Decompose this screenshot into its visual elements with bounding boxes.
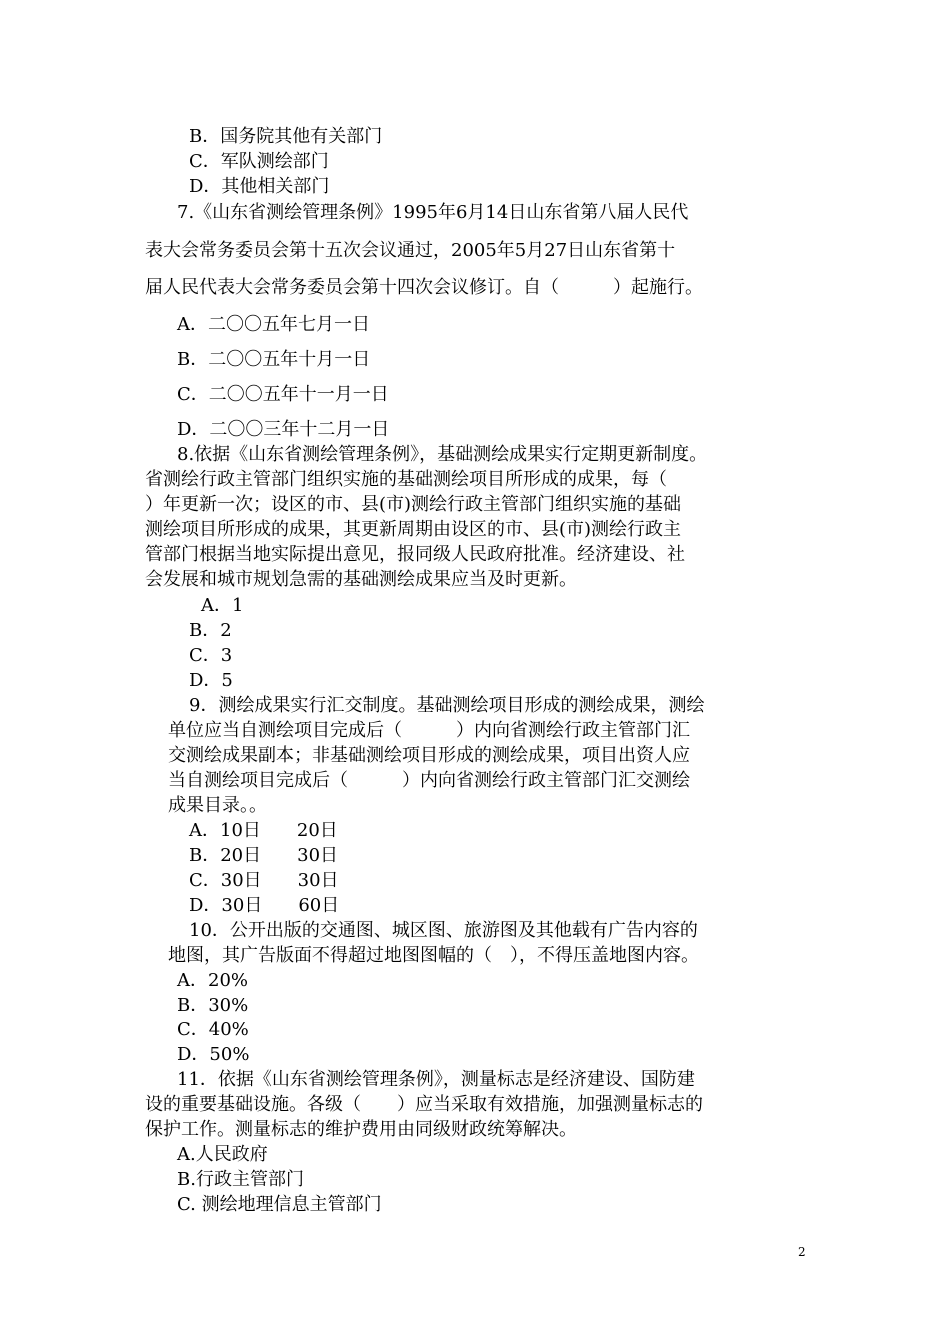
q10-option-a: A．20%	[177, 970, 249, 991]
q9-text-line-2: 单位应当自测绘项目完成后（ ）内向省测绘行政主管部门汇	[168, 720, 690, 741]
q6-option-c: C．军队测绘部门	[189, 151, 329, 172]
q9-option-d: D．30日 60日	[189, 895, 340, 916]
q7-option-d: D．二〇〇三年十二月一日	[177, 419, 390, 440]
q8-option-b: B．2	[189, 620, 232, 641]
q10-text-line-2: 地图，其广告版面不得超过地图图幅的（ ），不得压盖地图内容。	[168, 945, 699, 966]
q10-option-b: B．30%	[177, 995, 249, 1016]
q8-option-c: C．3	[189, 645, 233, 666]
q6-option-b: B．国务院其他有关部门	[189, 126, 383, 147]
q8-text-line-3: ）年更新一次；设区的市、县(市)测绘行政主管部门组织实施的基础	[145, 494, 682, 515]
q9-option-b: B．20日 30日	[189, 845, 339, 866]
q8-text-line-6: 会发展和城市规划急需的基础测绘成果应当及时更新。	[145, 569, 577, 590]
q8-text-line-1: 8.依据《山东省测绘管理条例》，基础测绘成果实行定期更新制度。	[177, 444, 708, 465]
q9-text-line-5: 成果目录。。	[168, 795, 267, 816]
q11-text-line-1: 11．依据《山东省测绘管理条例》，测量标志是经济建设、国防建	[177, 1069, 695, 1090]
q7-text-line-2: 表大会常务委员会第十五次会议通过，2005年5月27日山东省第十	[145, 240, 676, 261]
q10-text-line-1: 10．公开出版的交通图、城区图、旅游图及其他载有广告内容的	[189, 920, 698, 941]
q7-option-a: A．二〇〇五年七月一日	[177, 314, 370, 335]
q11-option-a: A.人民政府	[177, 1144, 268, 1165]
q7-option-b: B．二〇〇五年十月一日	[177, 349, 371, 370]
q8-text-line-4: 测绘项目所形成的成果，其更新周期由设区的市、县(市)测绘行政主	[145, 519, 682, 540]
q8-option-d: D．5	[189, 670, 233, 691]
q11-option-c: C. 测绘地理信息主管部门	[177, 1194, 382, 1215]
q8-text-line-2: 省测绘行政主管部门组织实施的基础测绘项目所形成的成果，每（	[145, 469, 667, 490]
q7-option-c: C．二〇〇五年十一月一日	[177, 384, 389, 405]
q9-text-line-1: 9．测绘成果实行汇交制度。基础测绘项目形成的测绘成果，测绘	[189, 695, 705, 716]
q6-option-d: D．其他相关部门	[189, 176, 330, 197]
page-number: 2	[798, 1245, 806, 1259]
q7-text-line-3: 届人民代表大会常务委员会第十四次会议修订。自（ ）起施行。	[145, 277, 703, 298]
q11-text-line-3: 保护工作。测量标志的维护费用由同级财政统筹解决。	[145, 1119, 577, 1140]
q8-option-a: A．1	[201, 595, 244, 616]
q8-text-line-5: 管部门根据当地实际提出意见，报同级人民政府批准。经济建设、社	[145, 544, 685, 565]
q9-text-line-4: 当自测绘项目完成后（ ）内向省测绘行政主管部门汇交测绘	[168, 770, 690, 791]
q10-option-c: C．40%	[177, 1019, 249, 1040]
q7-text-line-1: 7.《山东省测绘管理条例》1995年6月14日山东省第八届人民代	[177, 202, 689, 223]
q9-option-c: C．30日 30日	[189, 870, 339, 891]
q9-text-line-3: 交测绘成果副本；非基础测绘项目形成的测绘成果，项目出资人应	[168, 745, 690, 766]
q11-text-line-2: 设的重要基础设施。各级（ ）应当采取有效措施，加强测量标志的	[145, 1094, 703, 1115]
q11-option-b: B.行政主管部门	[177, 1169, 304, 1190]
q10-option-d: D．50%	[177, 1044, 250, 1065]
q9-option-a: A．10日 20日	[189, 820, 338, 841]
